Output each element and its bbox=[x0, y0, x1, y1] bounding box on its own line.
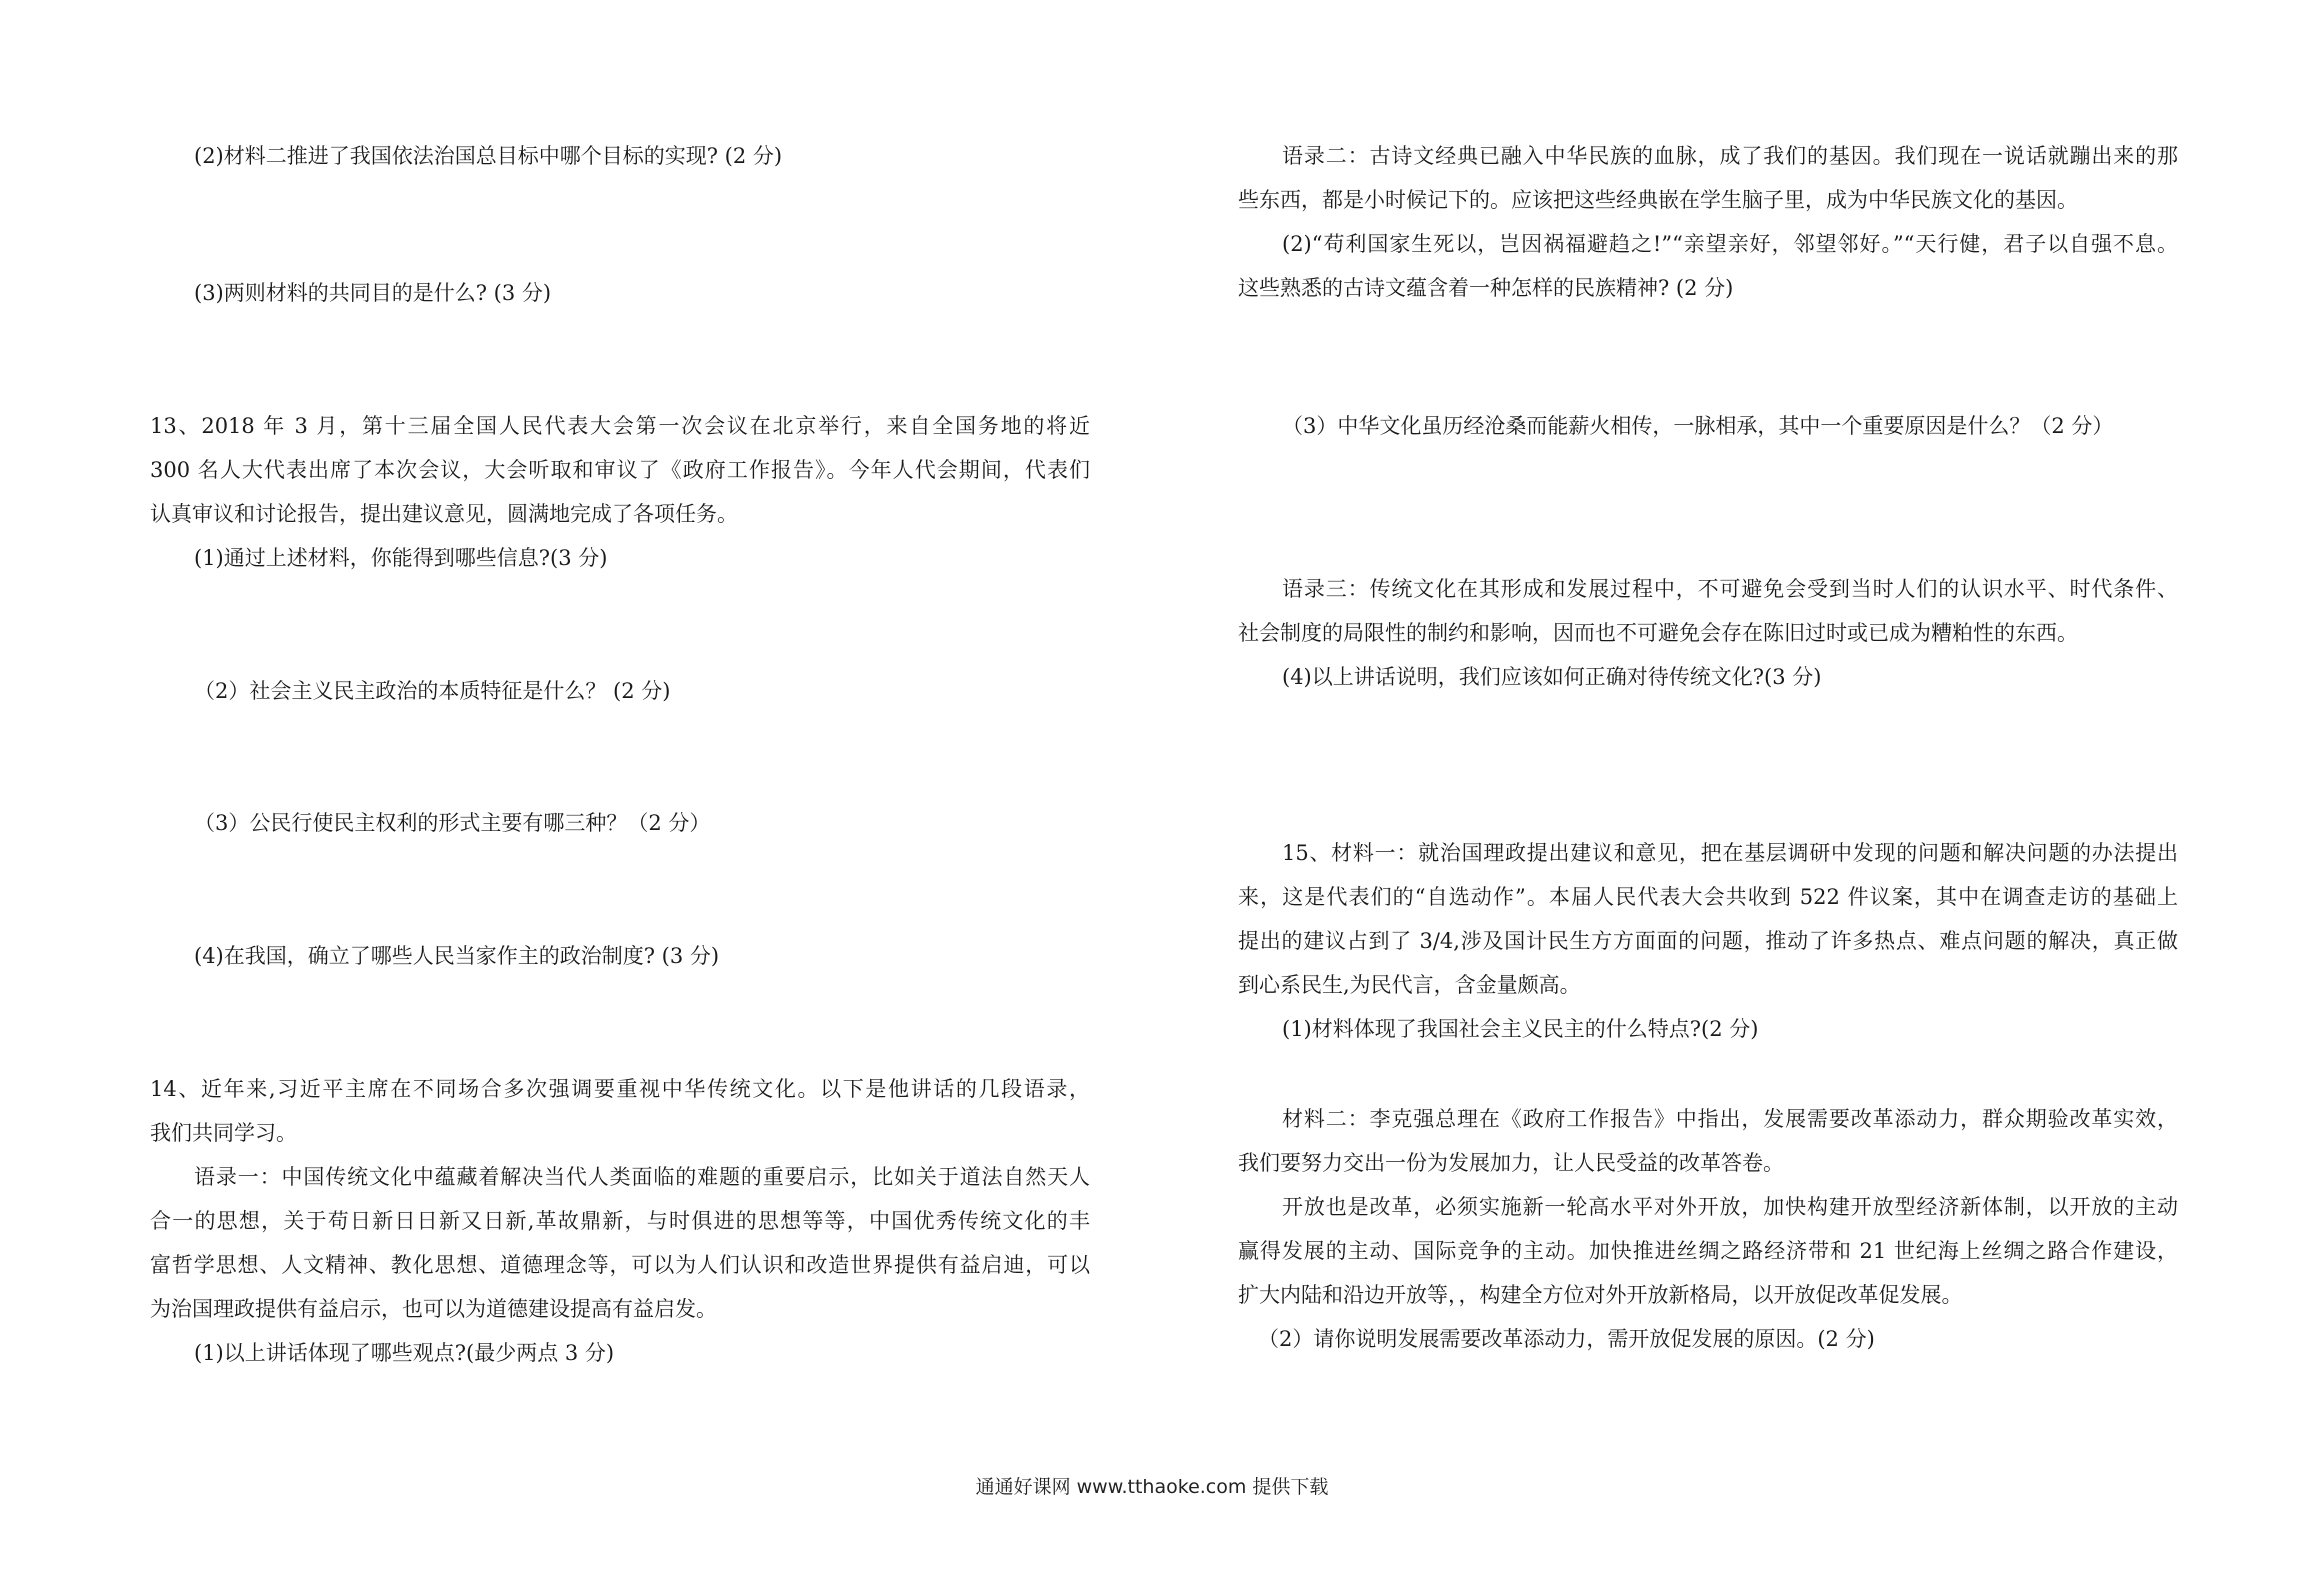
material-2-line4: 赢得发展的主动、国际竞争的主动。加快推进丝绸之路经济带和 21 世纪海上丝绸之路合作建设， bbox=[1238, 1239, 2178, 1263]
quote-1-line4: 为治国理政提供有益启示，也可以为道德建设提高有益启发。 bbox=[150, 1297, 717, 1321]
quote-2-line1: 语录二：古诗文经典已融入中华民族的血脉，成了我们的基因。我们现在一说话就蹦出来的那 bbox=[1282, 144, 2178, 168]
question-14-stem-line2: 我们共同学习。 bbox=[150, 1121, 297, 1145]
quote-1-line3: 富哲学思想、人文精神、教化思想、道德理念等，可以为人们认识和改造世界提供有益启迪，可以 bbox=[150, 1253, 1090, 1277]
quote-1-line1: 语录一：中国传统文化中蕴藏着解决当代人类面临的难题的重要启示，比如关于道法自然天人 bbox=[194, 1165, 1090, 1189]
quote-1-line2: 合一的思想，关于苟日新日日新又日新,革故鼎新，与时俱进的思想等等，中国优秀传统文化的丰 bbox=[150, 1209, 1090, 1233]
quote-3-line1: 语录三：传统文化在其形成和发展过程中，不可避免会受到当时人们的认识水平、时代条件、 bbox=[1282, 577, 2178, 601]
question-13-stem-line3: 认真审议和讨论报告，提出建议意见，圆满地完成了各项任务。 bbox=[150, 502, 738, 526]
question-14-2-line1: (2)“苟利国家生死以，岂因祸福避趋之!”“亲望亲好，邻望邻好。”“天行健，君子以自强不息。 bbox=[1282, 232, 2178, 256]
question-13-1: (1)通过上述材料，你能得到哪些信息?(3 分) bbox=[194, 546, 608, 570]
material-2-line1: 材料二：李克强总理在《政府工作报告》中指出，发展需要改革添动力，群众期验改革实效， bbox=[1282, 1107, 2178, 1131]
question-14-1: (1)以上讲话体现了哪些观点?(最少两点 3 分) bbox=[194, 1341, 615, 1365]
question-15-stem-line3: 提出的建议占到了 3/4,涉及国计民生方方面面的问题，推动了许多热点、难点问题的解决，真正做 bbox=[1238, 929, 2178, 953]
question-15-stem-line2: 来，这是代表们的“自选动作”。本届人民代表大会共收到 522 件议案，其中在调查走访的基础上 bbox=[1238, 885, 2178, 909]
question-15-stem-line4: 到心系民生,为民代言，含金量颇高。 bbox=[1238, 973, 1581, 997]
material-2-line5: 扩大内陆和沿边开放等，，构建全方位对外开放新格局，以开放促改革促发展。 bbox=[1238, 1283, 1963, 1307]
question-14-3: （3）中华文化虽历经沧桑而能薪火相传，一脉相承，其中一个重要原因是什么？（2 分） bbox=[1282, 414, 2114, 438]
question-14-2-line2: 这些熟悉的古诗文蕴含着一种怎样的民族精神? (2 分) bbox=[1238, 276, 1734, 300]
question-12-3: (3)两则材料的共同目的是什么? (3 分) bbox=[194, 281, 552, 305]
question-13-2: （2）社会主义民主政治的本质特征是什么？ (2 分) bbox=[194, 679, 671, 703]
question-13-4: (4)在我国，确立了哪些人民当家作主的政治制度? (3 分) bbox=[194, 944, 720, 968]
footer-watermark: 通通好课网 www.tthaoke.com 提供下载 bbox=[975, 1476, 1329, 1498]
question-14-4: (4)以上讲话说明，我们应该如何正确对待传统文化?(3 分) bbox=[1282, 665, 1822, 689]
question-13-stem-line2: 300 名人大代表出席了本次会议，大会听取和审议了《政府工作报告》。今年人代会期间，代表们 bbox=[150, 458, 1090, 482]
question-15-1: (1)材料体现了我国社会主义民主的什么特点?(2 分) bbox=[1282, 1017, 1759, 1041]
question-13-stem-line1: 13、2018 年 3 月，第十三届全国人民代表大会第一次会议在北京举行，来自全国务地的将近 bbox=[150, 414, 1090, 438]
quote-2-line2: 些东西，都是小时候记下的。应该把这些经典嵌在学生脑子里，成为中华民族文化的基因。 bbox=[1238, 188, 2078, 212]
question-15-2: （2）请你说明发展需要改革添动力，需开放促发展的原因。(2 分) bbox=[1258, 1327, 1875, 1351]
question-14-stem-line1: 14、近年来,习近平主席在不同场合多次强调要重视中华传统文化。以下是他讲话的几段语录， bbox=[150, 1077, 1090, 1101]
question-13-3: （3）公民行使民主权利的形式主要有哪三种？（2 分） bbox=[194, 811, 711, 835]
question-15-stem-line1: 15、材料一：就治国理政提出建议和意见，把在基层调研中发现的问题和解决问题的办法提出 bbox=[1282, 841, 2178, 865]
material-2-line2: 我们要努力交出一份为发展加力，让人民受益的改革答卷。 bbox=[1238, 1151, 1784, 1175]
quote-3-line2: 社会制度的局限性的制约和影响，因而也不可避免会存在陈旧过时或已成为糟粕性的东西。 bbox=[1238, 621, 2078, 645]
material-2-line3: 开放也是改革，必须实施新一轮高水平对外开放，加快构建开放型经济新体制，以开放的主动 bbox=[1282, 1195, 2178, 1219]
question-12-2: (2)材料二推进了我国依法治国总目标中哪个目标的实现? (2 分) bbox=[194, 144, 783, 168]
